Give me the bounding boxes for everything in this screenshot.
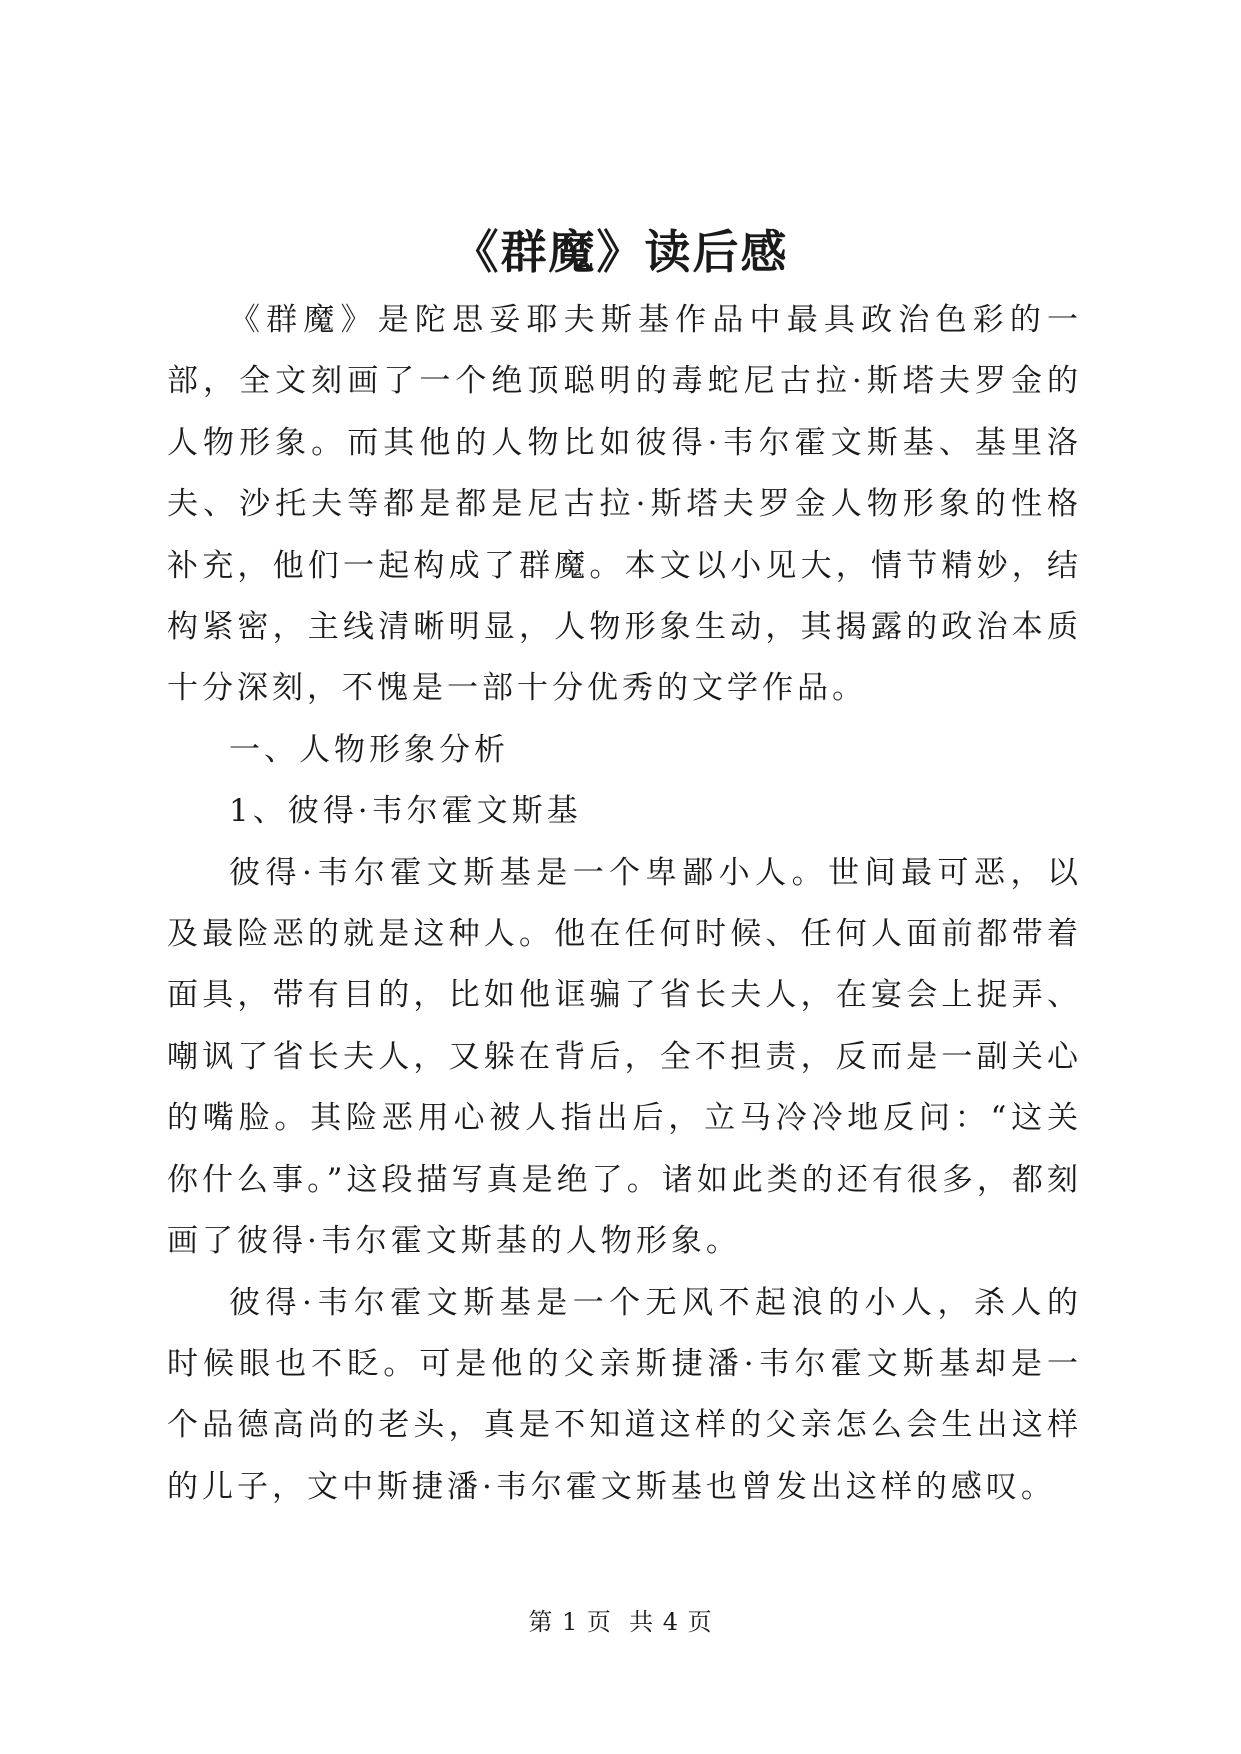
document-title: 《群魔》读后感 xyxy=(452,225,789,279)
paragraph-body: 彼得·韦尔霍文斯基是一个无风不起浪的小人，杀人的时候眼也不眨。可是他的父亲斯捷潘·韦尔霍文斯基却是一个品德高尚的老头，真是不知道这样的父亲怎么会生出这样的儿子，文中斯捷潘·韦尔霍文斯基也曾发出这样的感叹。 xyxy=(167,1284,1082,1505)
page-footer xyxy=(0,1606,1241,1638)
document-body xyxy=(167,290,1082,1518)
page-number-label: 第 1 页 共 4 页 xyxy=(528,1608,713,1636)
section-heading: 一、人物形象分析 xyxy=(229,731,509,768)
subsection-heading: 1、彼得·韦尔霍文斯基 xyxy=(229,793,582,830)
paragraph-body: 彼得·韦尔霍文斯基是一个卑鄙小人。世间最可恶，以及最险恶的就是这种人。他在任何时候、任何人面前都带着面具，带有目的，比如他诓骗了省长夫人，在宴会上捉弄、嘲讽了省长夫人，又躲在背后，全不担责，反而是一副关心的嘴脸。其险恶用心被人指出后，立马冷冷地反问：“这关你什么事。”这段描写真是绝了。诸如此类的还有很多，都刻画了彼得·韦尔霍文斯基的人物形象。 xyxy=(167,854,1082,1260)
paragraph-intro: 《群魔》是陀思妥耶夫斯基作品中最具政治色彩的一部，全文刻画了一个绝顶聪明的毒蛇尼古拉·斯塔夫罗金的人物形象。而其他的人物比如彼得·韦尔霍文斯基、基里洛夫、沙托夫等都是都是尼古拉·斯塔夫罗金人物形象的性格补充，他们一起构成了群魔。本文以小见大，情节精妙，结构紧密，主线清晰明显，人物形象生动，其揭露的政治本质十分深刻，不愧是一部十分优秀的文学作品。 xyxy=(167,302,1082,707)
